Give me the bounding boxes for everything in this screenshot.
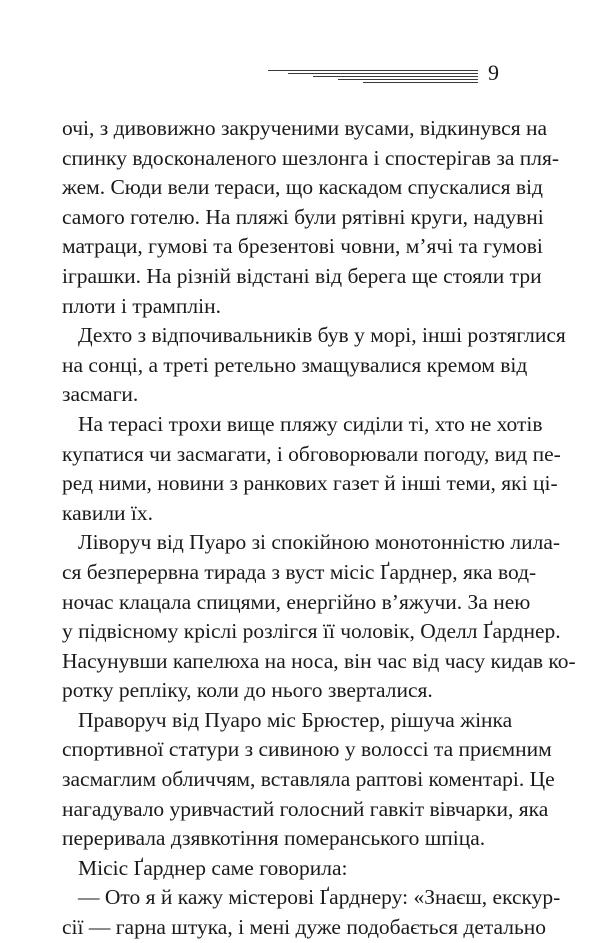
header-rule: [268, 70, 478, 71]
text-line: очі, з дивовижно закрученими вусами, відкинувся на: [62, 116, 548, 140]
header-rule: [313, 76, 478, 77]
text-line: Ліворуч від Пуаро зі спокійною монотонністю лила-: [78, 530, 561, 555]
text-line: кавили їх.: [62, 500, 154, 525]
text-line: Дехто з відпочивальників був у морі, інші розтяглися: [78, 323, 566, 348]
body-text: [62, 114, 576, 943]
text-line: плоти і трамплін.: [62, 293, 221, 318]
text-line: Праворуч від Пуаро міс Брюстер, рішуча жінка: [78, 707, 513, 732]
text-line: ред ними, новини з ранкових газет й інші теми, які ці-: [62, 471, 558, 496]
text-line: Насунувши капелюха на носа, він час від часу кидав ко-: [62, 648, 576, 673]
header-rule: [288, 73, 478, 74]
text-line: самого готелю. На пляжі були рятівні круги, надувні: [62, 204, 544, 229]
text-line: Місіс Ґарднер саме говорила:: [78, 855, 348, 880]
header-rule: [338, 79, 478, 80]
text-line: ночас клацала спицями, енергійно в’яжучи. За нею: [62, 589, 531, 614]
text-line: спинку вдосконаленого шезлонга і спостерігав за пля-: [62, 145, 560, 170]
text-line: засмаги.: [62, 382, 139, 407]
text-line: нагадувало уривчастий голосний гавкіт вівчарки, яка: [62, 796, 549, 821]
text-line: матраци, гумові та брезентові човни, м’ячі та гумові: [62, 234, 543, 259]
text-line: спортивної статури з сивиною у волоссі та приємним: [62, 737, 552, 762]
header-rule: [363, 82, 478, 83]
header-decorative-rules: [268, 70, 478, 84]
text-line: купатися чи засмагати, і обговорювали погоду, вид пе-: [62, 441, 561, 466]
text-line: на сонці, а треті ретельно змащувалися кремом від: [62, 352, 528, 377]
text-line: жем. Сюди вели тераси, що каскадом спускалися від: [62, 175, 543, 200]
text-line: переривала дзявкотіння померанського шпіца.: [62, 826, 486, 851]
text-line: На терасі трохи вище пляжу сиділи ті, хто не хотів: [78, 411, 543, 436]
text-line: — Ото я й кажу містерові Ґарднеру: «Знаєш, екскур-: [78, 885, 561, 910]
text-line: засмаглим обличчям, вставляла раптові коментарі. Це: [62, 767, 555, 792]
text-line: сії — гарна штука, і мені дуже подобається детально: [62, 915, 547, 940]
text-line: іграшки. На різній відстані від берега ще стояли три: [62, 263, 542, 288]
text-line: ротку репліку, коли до нього зверталися.: [62, 678, 433, 703]
page-number: 9: [488, 60, 499, 85]
text-line: у підвісному кріслі розлігся її чоловік, Оделл Ґарднер.: [62, 619, 561, 644]
page-header: [0, 0, 600, 100]
text-line: ся безперервна тирада з вуст місіс Ґарднер, яка вод-: [62, 559, 537, 584]
